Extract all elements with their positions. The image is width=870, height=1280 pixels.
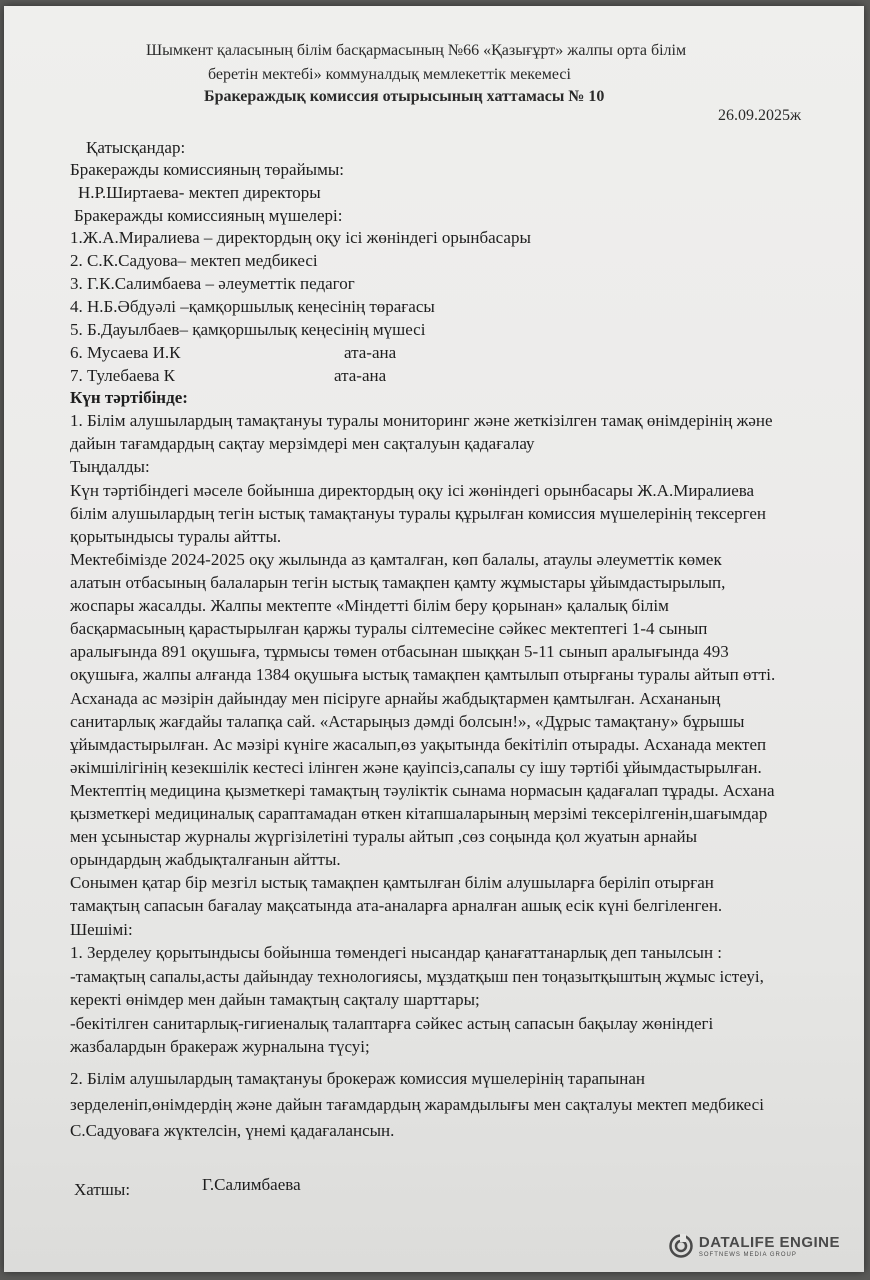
participants-heading: Қатысқандар: [86,138,186,157]
chair-name: Н.Р.Ширтаева- мектеп директоры [78,183,321,202]
heard-line: орындардың жабдықталғанын айтты. [70,850,341,869]
document-page [4,6,864,1272]
heard-line: аралығында 891 оқушыға, тұрмысы төмен отбасынан шыққан 5-11 сынып аралығында 493 [70,642,729,661]
heard-line: Мектептің медицина қызметкері тамақтың тәуліктік сынама нормасын қадағалап тұрады. Асхана [70,781,775,800]
heard-line: білім алушылардың тегін ыстық тамақтануы туралы құрылған комиссия мүшелерінің тексерген [70,504,767,523]
heard-line: Күн тәртібіндегі мәселе бойынша директордың оқу ісі жөніндегі орынбасары Ж.А.Миралиева [70,481,755,500]
agenda-line: дайын тағамдардың сақтау мерзімдері мен сақталуын қадағалау [70,434,535,453]
decision-line: С.Садуоваға жүктелсін, үнемі қадағалансын. [70,1121,395,1140]
heard-line: оқушыға, жалпы алғанда 1384 оқушыға ыстық тамақпен қамтылып отырғаны туралы айтып өтті. [70,665,776,684]
heard-line: мен ұсыныстар журналы жүргізілетіні туралы айтып ,сөз соңында қол жуатын арнайы [70,827,698,846]
document-title: Бракераждық комиссия отырысының хаттамасы № 10 [204,88,605,105]
decision-heading: Шешімі: [70,920,133,939]
heard-line: Мектебімізде 2024-2025 оқу жылында аз қамталған, көп балалы, атаулы әлеуметтік көмек [70,550,722,569]
heard-line: жоспары жасалды. Жалпы мектепте «Міндетті білім беру қорынан» қалалық білім [70,596,669,615]
decision-line: зерделеніп,өнімдердің және дайын тағамдардың жарамдылығы мен сақталуы мектеп медбикесі [70,1095,764,1114]
chair-label: Бракеражды комиссияның төрайымы: [70,160,345,179]
heard-line: қорытындысы туралы айтты. [70,527,282,546]
decision-line: -тамақтың сапалы,асты дайындау технологиясы, мұздатқыш пен тоңазытқыштың жұмыс істеуі, [70,967,764,986]
heard-line: ұйымдастырылған. Ас мәзірі күніге жасалып,өз уақытында бекітіліп отырады. Асханада мектеп [70,735,767,754]
watermark-title: DATALIFE ENGINE [698,1233,840,1251]
member-item: 5. Б.Дауылбаев– қамқоршылық кеңесінің мүшесі [70,320,426,339]
parent-name: 7. Тулебаева К [70,366,175,385]
member-item: 3. Г.К.Салимбаева – әлеуметтік педагог [70,274,355,293]
heard-line: әкімшілігінің кезекшілік кестесі ілінген және қауіпсіз,сапалы су ішу тәртібі ұйымдастырылған. [70,758,762,777]
decision-line: жазбалардын бракераж журналына түсуі; [70,1037,370,1056]
members-label: Бракеражды комиссияның мүшелері: [74,206,343,225]
document-date: 26.09.2025ж [718,107,802,124]
decision-line: -бекітілген санитарлық-гигиеналық талаптарға сәйкес астың сапасын бақылау жөніндегі [70,1014,714,1033]
heard-line: санитарлық жағдайы талапқа сай. «Астарыңыз дәмді болсын!», «Дұрыс тамақтану» бұрышы [70,712,745,731]
member-item: 4. Н.Б.Әбдуәлі –қамқоршылық кеңесінің төрағасы [70,297,435,316]
heard-line: алатын отбасының балаларын тегін ыстық тамақпен қамту жұмыстары ұйымдастырылып, [70,573,726,592]
decision-line: 1. Зерделеу қорытындысы бойынша төмендегі нысандар қанағаттанарлық деп танылсын : [70,943,723,962]
agenda-heading: Күн тәртібінде: [70,388,188,407]
heard-line: басқармасының қарастырылған қаржы туралы сілтемесіне сәйкес мектептегі 1-4 сынып [70,619,708,638]
member-item: 2. С.К.Садуова– мектеп медбикесі [70,251,318,270]
secretary-label: Хатшы: [74,1180,131,1199]
decision-line: керекті өнімдер мен дайын тамақтың сақталу шарттары; [70,990,480,1009]
heard-line: Сонымен қатар бір мезгіл ыстық тамақпен қамтылған білім алушыларға беріліп отырған [70,873,714,892]
heard-heading: Тыңдалды: [70,457,150,476]
member-item: 1.Ж.А.Миралиева – директордың оқу ісі жөніндегі орынбасары [70,228,531,247]
parent-name: 6. Мусаева И.К [70,343,181,362]
heard-line: тамақтың сапасын бағалау мақсатында ата-аналарға арналған ашық есік күні белгіленген. [70,896,723,915]
decision-line: 2. Білім алушылардың тамақтануы брокераж комиссия мүшелерінің тарапынан [70,1069,646,1088]
parent-role: ата-ана [344,343,397,362]
watermark [669,1234,840,1258]
header-line-1: Шымкент қаласының білім басқармасының №66 «Қазығұрт» жалпы орта білім [146,42,687,59]
heard-line: қызметкері медициналық сараптамадан өткен кітапшаларының мерзімі тексерілгенін,шағымдар [70,804,768,823]
heard-line: Асханада ас мәзірін дайындау мен пісіруге арнайы жабдықтармен қамтылған. Асхананың [70,689,721,708]
header-line-2: беретін мектебі» коммуналдық мемлекеттік мекемесі [208,66,571,83]
parent-role: ата-ана [334,366,387,385]
agenda-line: 1. Білім алушылардың тамақтануы туралы мониторинг және жеткізілген тамақ өнімдерінің және [70,411,773,430]
watermark-subtitle: SOFTNEWS MEDIA GROUP [698,1251,797,1258]
datalife-logo-icon [669,1234,693,1258]
secretary-name: Г.Салимбаева [202,1175,301,1194]
